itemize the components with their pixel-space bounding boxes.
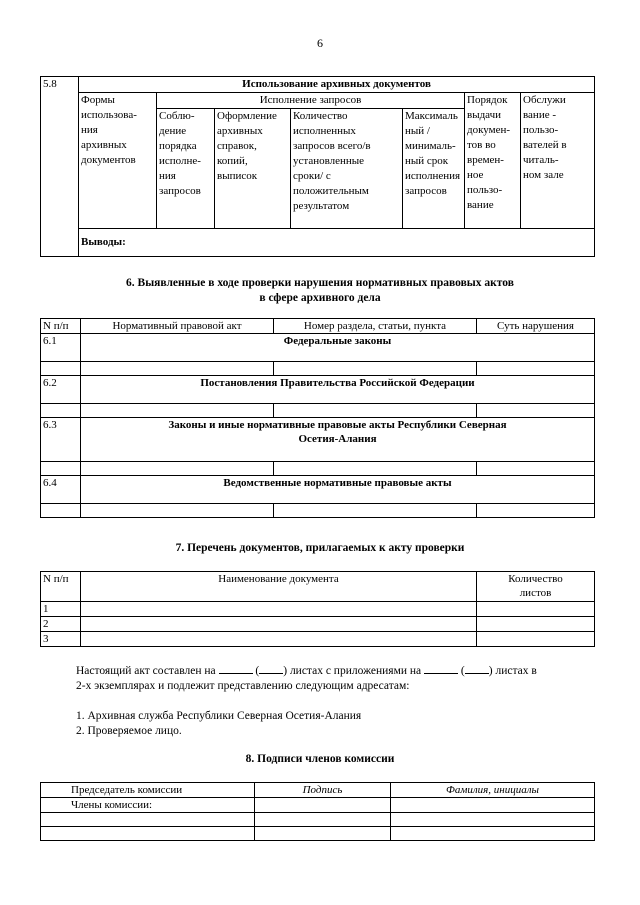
- members-label: Члены комиссии:: [41, 798, 255, 813]
- empty-cell: [477, 602, 595, 617]
- empty-cell: [255, 813, 391, 827]
- col-maxterm: Максималь ный / минималь- ный срок исполнения запросов: [403, 109, 465, 229]
- surname-header: Фамилия, инициалы: [391, 783, 595, 798]
- blank-field: [259, 662, 283, 674]
- group-title: Ведомственные нормативные правовые акты: [81, 476, 595, 504]
- col-compliance: Соблю- дение порядка исполне- ния запросов: [157, 109, 215, 229]
- blank-field: [465, 662, 489, 674]
- documents-table: [40, 571, 595, 647]
- row-number: 1: [41, 602, 81, 617]
- empty-cell: [41, 93, 79, 109]
- empty-cell: [391, 827, 595, 841]
- empty-cell: [477, 404, 595, 418]
- header-num: N п/п: [41, 319, 81, 334]
- recipient-2: 2. Проверяемое лицо.: [76, 725, 182, 737]
- empty-cell: [81, 632, 477, 647]
- header-document-name: Наименование документа: [81, 572, 477, 602]
- empty-cell: [41, 229, 79, 257]
- empty-cell: [41, 462, 81, 476]
- conclusions-label: Выводы:: [79, 229, 595, 257]
- exec-header: Исполнение запросов: [157, 93, 465, 109]
- empty-cell: [41, 827, 255, 841]
- empty-cell: [41, 813, 255, 827]
- group-title: Постановления Правительства Российской Федерации: [81, 376, 595, 404]
- signatures-table: [40, 782, 595, 841]
- header-num: N п/п: [41, 572, 81, 602]
- empty-cell: [274, 504, 477, 518]
- section-title: Использование архивных документов: [79, 77, 595, 93]
- col-service: Обслужи вание - пользо- вателей в читаль- ном зале: [521, 93, 595, 229]
- section6-title: 6. Выявленные в ходе проверки нарушения нормативных правовых актов в сфере архивного дела: [126, 277, 514, 304]
- empty-cell: [41, 362, 81, 376]
- empty-cell: [41, 504, 81, 518]
- recipients-list: [76, 709, 596, 739]
- empty-cell: [81, 362, 274, 376]
- row-number: 3: [41, 632, 81, 647]
- group-title: Законы и иные нормативные правовые акты Республики Северная Осетия-Алания: [81, 418, 595, 462]
- empty-cell: [81, 462, 274, 476]
- col-forms: Формы использова- ния архивных документов: [79, 93, 157, 229]
- header-sheets: Количество листов: [477, 572, 595, 602]
- empty-cell: [477, 617, 595, 632]
- empty-cell: [391, 813, 595, 827]
- violations-table: [40, 318, 595, 518]
- empty-cell: [41, 404, 81, 418]
- col-count: Количество исполненных запросов всего/в установленные сроки/ с положительным результатом: [291, 109, 403, 229]
- empty-cell: [41, 109, 79, 229]
- empty-cell: [477, 362, 595, 376]
- empty-cell: [477, 504, 595, 518]
- empty-cell: [81, 617, 477, 632]
- empty-cell: [81, 504, 274, 518]
- empty-cell: [81, 404, 274, 418]
- group-title: Федеральные законы: [81, 334, 595, 362]
- col-issue: Порядок выдачи докумен- тов во времен- ное пользо- вание: [465, 93, 521, 229]
- group-number: 6.2: [41, 376, 81, 404]
- empty-cell: [477, 462, 595, 476]
- section-number: 5.8: [41, 77, 79, 93]
- empty-cell: [81, 602, 477, 617]
- header-section: Номер раздела, статьи, пункта: [274, 319, 477, 334]
- empty-cell: [274, 362, 477, 376]
- group-number: 6.4: [41, 476, 81, 504]
- act-statement: Настоящий акт составлен на ( ) листах с приложениями на ( ) листах в 2-х экземплярах и подлежит представлению следующим адресатам:: [76, 662, 596, 694]
- blank-field: [424, 662, 458, 674]
- empty-cell: [477, 632, 595, 647]
- col-formatting: Оформление архивных справок, копий, выписок: [215, 109, 291, 229]
- empty-cell: [274, 404, 477, 418]
- archival-usage-table: [40, 76, 595, 257]
- empty-cell: [255, 827, 391, 841]
- blank-field: [219, 662, 253, 674]
- header-essence: Суть нарушения: [477, 319, 595, 334]
- group-number: 6.1: [41, 334, 81, 362]
- recipient-1: 1. Архивная служба Республики Северная Осетия-Алания: [76, 710, 362, 722]
- page-number: 6: [317, 36, 323, 50]
- header-act: Нормативный правовой акт: [81, 319, 274, 334]
- empty-cell: [274, 462, 477, 476]
- chairman-label: Председатель комиссии: [41, 783, 255, 798]
- empty-cell: [255, 798, 391, 813]
- empty-cell: [391, 798, 595, 813]
- signature-header: Подпись: [255, 783, 391, 798]
- row-number: 2: [41, 617, 81, 632]
- section8-title: 8. Подписи членов комиссии: [245, 753, 395, 765]
- group-number: 6.3: [41, 418, 81, 462]
- section7-title: 7. Перечень документов, прилагаемых к акту проверки: [175, 542, 465, 554]
